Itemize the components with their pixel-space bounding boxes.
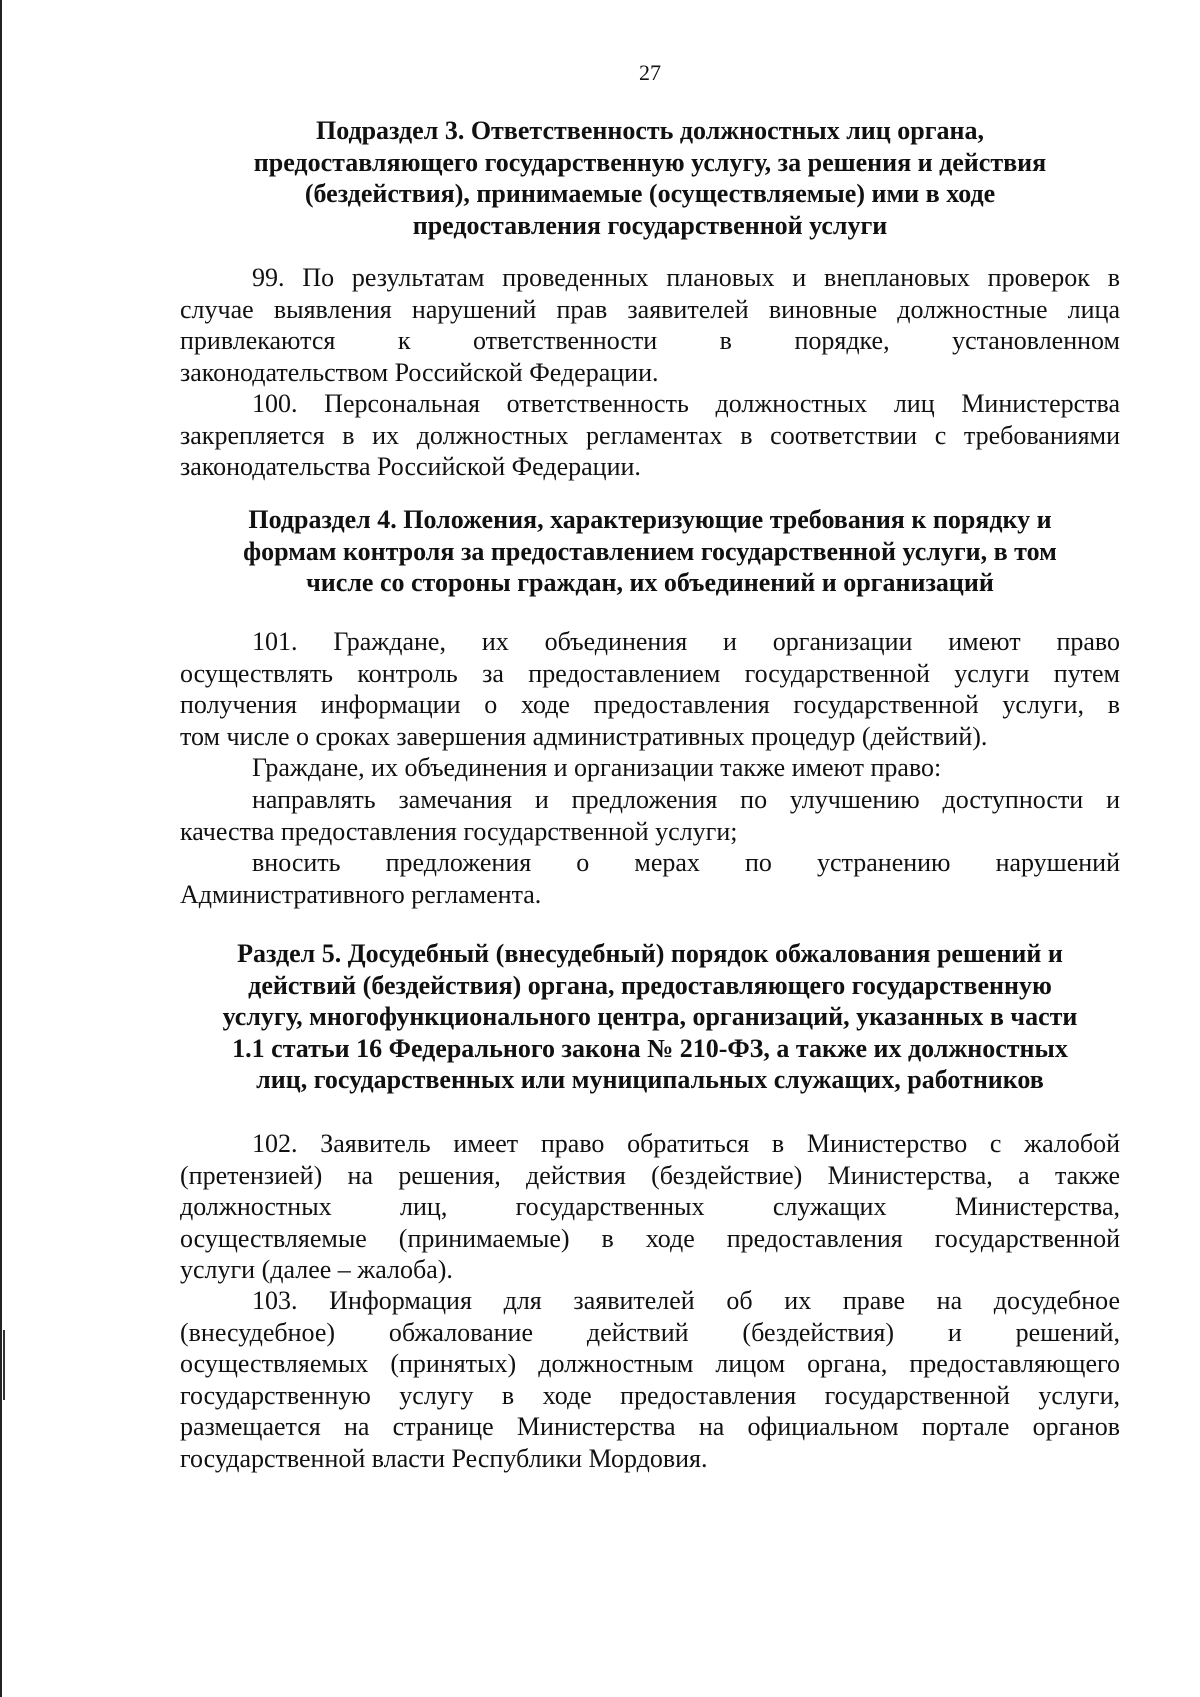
text-line: вносить предложения о мерах по устранению нарушений: [252, 848, 1120, 877]
text-line: качества предоставления государственной услуги;: [180, 816, 738, 846]
text-line: формам контроля за предоставлением государственной услуги, в том: [243, 536, 1057, 566]
text-line: осуществлять контроль за предоставлением государственной услуги путем: [180, 658, 1120, 688]
text-line: том числе о сроках завершения административных процедур (действий).: [180, 721, 988, 751]
text-line: Граждане, их объединения и организации также имеют право:: [252, 753, 942, 782]
text-line: Подраздел 4. Положения, характеризующие требования к порядку и: [248, 505, 1052, 534]
text-line: 101. Граждане, их объединения и организации имеют право: [252, 627, 1120, 656]
text-line: действий (бездействия) органа, предоставляющего государственную: [248, 970, 1052, 1000]
subsection-3-heading: [180, 115, 1120, 241]
paragraph-102: [180, 1128, 1120, 1286]
text-line: осуществляемых (принятых) должностным лицом органа, предоставляющего: [180, 1349, 1120, 1378]
text-line: 1.1 статьи 16 Федерального закона № 210-ФЗ, а также их должностных: [232, 1033, 1068, 1063]
text-line: (претензией) на решения, действия (бездействие) Министерства, а также: [180, 1160, 1120, 1190]
text-line: Раздел 5. Досудебный (внесудебный) порядок обжалования решений и: [237, 939, 1063, 968]
text-line: должностных лиц, государственных служащих Министерства,: [180, 1192, 1120, 1221]
text-line: (бездействия), принимаемые (осуществляемые) ими в ходе: [304, 179, 996, 208]
text-line: государственную услугу в ходе предоставления государственной услуги,: [180, 1380, 1120, 1410]
paragraph-101: [180, 626, 1120, 752]
text-line: числе со стороны граждан, их объединений и организаций: [306, 568, 994, 597]
scan-edge-mark: [3, 1330, 5, 1400]
text-line: Подраздел 3. Ответственность должностных лиц органа,: [315, 116, 985, 145]
text-line: 102. Заявитель имеет право обратиться в Министерство с жалобой: [252, 1129, 1120, 1158]
text-line: лиц, государственных или муниципальных служащих, работников: [256, 1065, 1044, 1094]
paragraph-101-comments: [180, 784, 1120, 847]
text-line: услуги (далее – жалоба).: [180, 1255, 453, 1284]
text-line: Административного регламента.: [180, 879, 542, 909]
text-line: привлекаются к ответственности в порядке, установленном: [180, 326, 1120, 355]
text-line: направлять замечания и предложения по улучшению доступности и: [252, 785, 1120, 814]
paragraph-101-rights: [180, 752, 1120, 784]
text-line: осуществляемые (принимаемые) в ходе предоставления государственной: [180, 1223, 1120, 1253]
section-5-heading: [180, 938, 1120, 1096]
text-line: закрепляется в их должностных регламентах в соответствии с требованиями: [180, 420, 1120, 450]
text-line: 99. По результатам проведенных плановых и внеплановых проверок в: [252, 263, 1120, 292]
scan-edge-line: [0, 0, 2, 1697]
text-line: 100. Персональная ответственность должностных лиц Министерства: [252, 389, 1120, 418]
text-line: предоставляющего государственную услугу, за решения и действия: [253, 147, 1047, 177]
text-line: услугу, многофункционального центра, организаций, указанных в части: [222, 1002, 1078, 1031]
subsection-4-heading: [180, 504, 1120, 599]
text-line: предоставления государственной услуги: [412, 210, 888, 240]
page-number: 27: [639, 60, 661, 85]
paragraph-100: [180, 388, 1120, 483]
text-line: случае выявления нарушений прав заявителей виновные должностные лица: [180, 294, 1120, 324]
text-line: законодательства Российской Федерации.: [180, 452, 641, 481]
paragraph-103: [180, 1285, 1120, 1474]
text-line: законодательством Российской Федерации.: [180, 357, 659, 387]
text-line: 103. Информация для заявителей об их праве на досудебное: [252, 1286, 1120, 1315]
text-line: получения информации о ходе предоставления государственной услуги, в: [180, 690, 1120, 719]
paragraph-101-proposals: [180, 847, 1120, 910]
text-line: размещается на странице Министерства на официальном портале органов: [180, 1412, 1120, 1441]
paragraph-99: [180, 262, 1120, 388]
text-line: (внесудебное) обжалование действий (бездействия) и решений,: [180, 1317, 1120, 1347]
text-line: государственной власти Республики Мордовия.: [180, 1443, 708, 1473]
